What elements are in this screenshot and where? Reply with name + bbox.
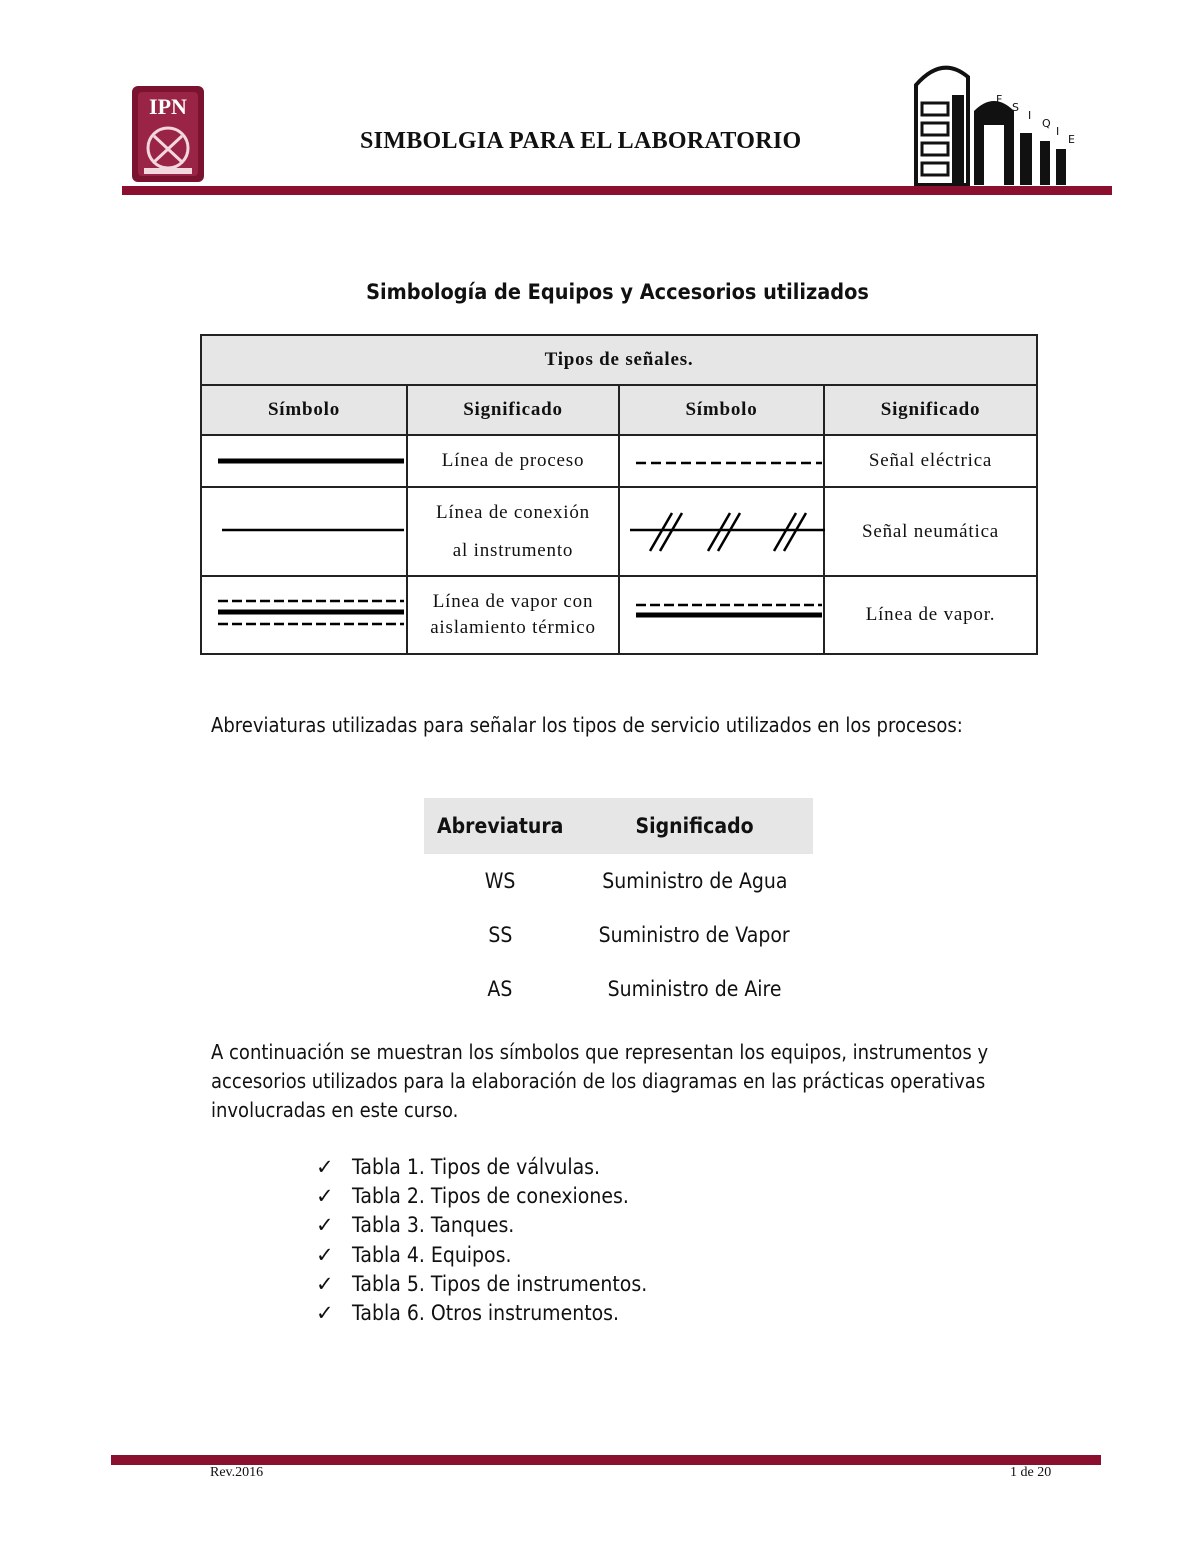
check-icon: ✓ (316, 1300, 334, 1325)
table-row (424, 962, 813, 1016)
signals-caption-row (201, 335, 1037, 385)
electric-signal-meaning: Señal eléctrica (824, 435, 1037, 487)
header-symbol-1: Símbolo (201, 385, 407, 435)
abbreviations-header-row (424, 798, 813, 854)
process-line-meaning: Línea de proceso (407, 435, 619, 487)
table-row (201, 487, 1037, 576)
insulated-steam-symbol (201, 576, 407, 654)
instrument-connection-symbol (201, 487, 407, 576)
header-symbol-2: Símbolo (619, 385, 824, 435)
abbr-ss-meaning: Suministro de Vapor (598, 923, 791, 947)
electric-signal-symbol (619, 435, 824, 487)
instrument-connection-line2: al instrumento (452, 539, 574, 561)
logo-letter-f: F (996, 93, 1003, 106)
check-icon: ✓ (316, 1184, 334, 1209)
footer-page-number: 1 de 20 (1010, 1465, 1052, 1480)
signals-header-row (201, 385, 1037, 435)
check-icon: ✓ (316, 1242, 334, 1267)
list-item: ✓ Tabla 4. Equipos. (316, 1241, 680, 1270)
signals-caption: Tipos de señales. (201, 335, 1037, 385)
pneumatic-signal-meaning: Señal neumática (824, 487, 1037, 576)
abbr-ws-meaning: Suministro de Agua (601, 869, 788, 893)
instrument-connection-line1: Línea de conexión (436, 501, 590, 523)
footer-divider (111, 1455, 1101, 1465)
abbreviations-intro: Abreviaturas utilizadas para señalar los tipos de servicio utilizados en los procesos: (211, 713, 963, 737)
section-title: Simbología de Equipos y Accesorios utilizados (366, 280, 869, 304)
list-item: ✓ Tabla 2. Tipos de conexiones. (316, 1182, 680, 1211)
footer-revision: Rev.2016 (210, 1465, 264, 1480)
header-meaning-2: Significado (824, 385, 1037, 435)
header-abbreviation: Abreviatura (436, 814, 564, 838)
list-item: ✓ Tabla 6. Otros instrumentos. (316, 1299, 680, 1328)
logo-letter-e: E (1068, 133, 1075, 146)
header-divider (122, 186, 1112, 195)
body-paragraph: A continuación se muestran los símbolos que representan los equipos, instrumentos y accesorios utilizados para la elaboración de los diagramas en las prácticas operativas involucradas en este curso. (211, 1040, 989, 1122)
check-icon: ✓ (316, 1213, 334, 1238)
table-row (424, 854, 813, 908)
logo-letter-q: Q (1042, 117, 1051, 130)
header-title: SIMBOLGIA PARA EL LABORATORIO (360, 128, 802, 154)
table-row (201, 435, 1037, 487)
check-icon: ✓ (316, 1155, 334, 1179)
logo-letter-s: S (1012, 101, 1019, 114)
list-item: ✓ Tabla 5. Tipos de instrumentos. (316, 1270, 680, 1299)
abbr-as-meaning: Suministro de Aire (607, 977, 782, 1001)
pneumatic-signal-symbol (619, 487, 824, 576)
insulated-steam-line1: Línea de vapor con (432, 591, 594, 612)
abbr-ss: SS (487, 923, 512, 947)
steam-line-meaning: Línea de vapor. (824, 576, 1037, 654)
ipn-logo-text: IPN (149, 94, 187, 119)
table-row (424, 908, 813, 962)
header-meaning: Significado (635, 814, 754, 838)
tables-list (316, 1153, 680, 1328)
logo-letter-i2: I (1056, 125, 1060, 138)
table-row (201, 576, 1037, 654)
esiqie-building-logo (908, 55, 1078, 188)
logo-letter-i: I (1028, 109, 1032, 122)
process-line-symbol (201, 435, 407, 487)
insulated-steam-line2: aislamiento térmico (430, 617, 596, 638)
header-meaning-1: Significado (407, 385, 619, 435)
abbreviations-table (424, 798, 813, 1016)
list-item: ✓ Tabla 3. Tanques. (316, 1211, 680, 1240)
insulated-steam-meaning (407, 576, 619, 654)
instrument-connection-meaning (407, 487, 619, 576)
ipn-logo (126, 72, 210, 188)
abbr-ws: WS (484, 869, 516, 893)
signals-table (200, 334, 1038, 655)
steam-line-symbol (619, 576, 824, 654)
list-item: ✓ Tabla 1. Tipos de válvulas. (316, 1153, 680, 1182)
abbr-as: AS (487, 977, 513, 1001)
check-icon: ✓ (316, 1271, 334, 1296)
